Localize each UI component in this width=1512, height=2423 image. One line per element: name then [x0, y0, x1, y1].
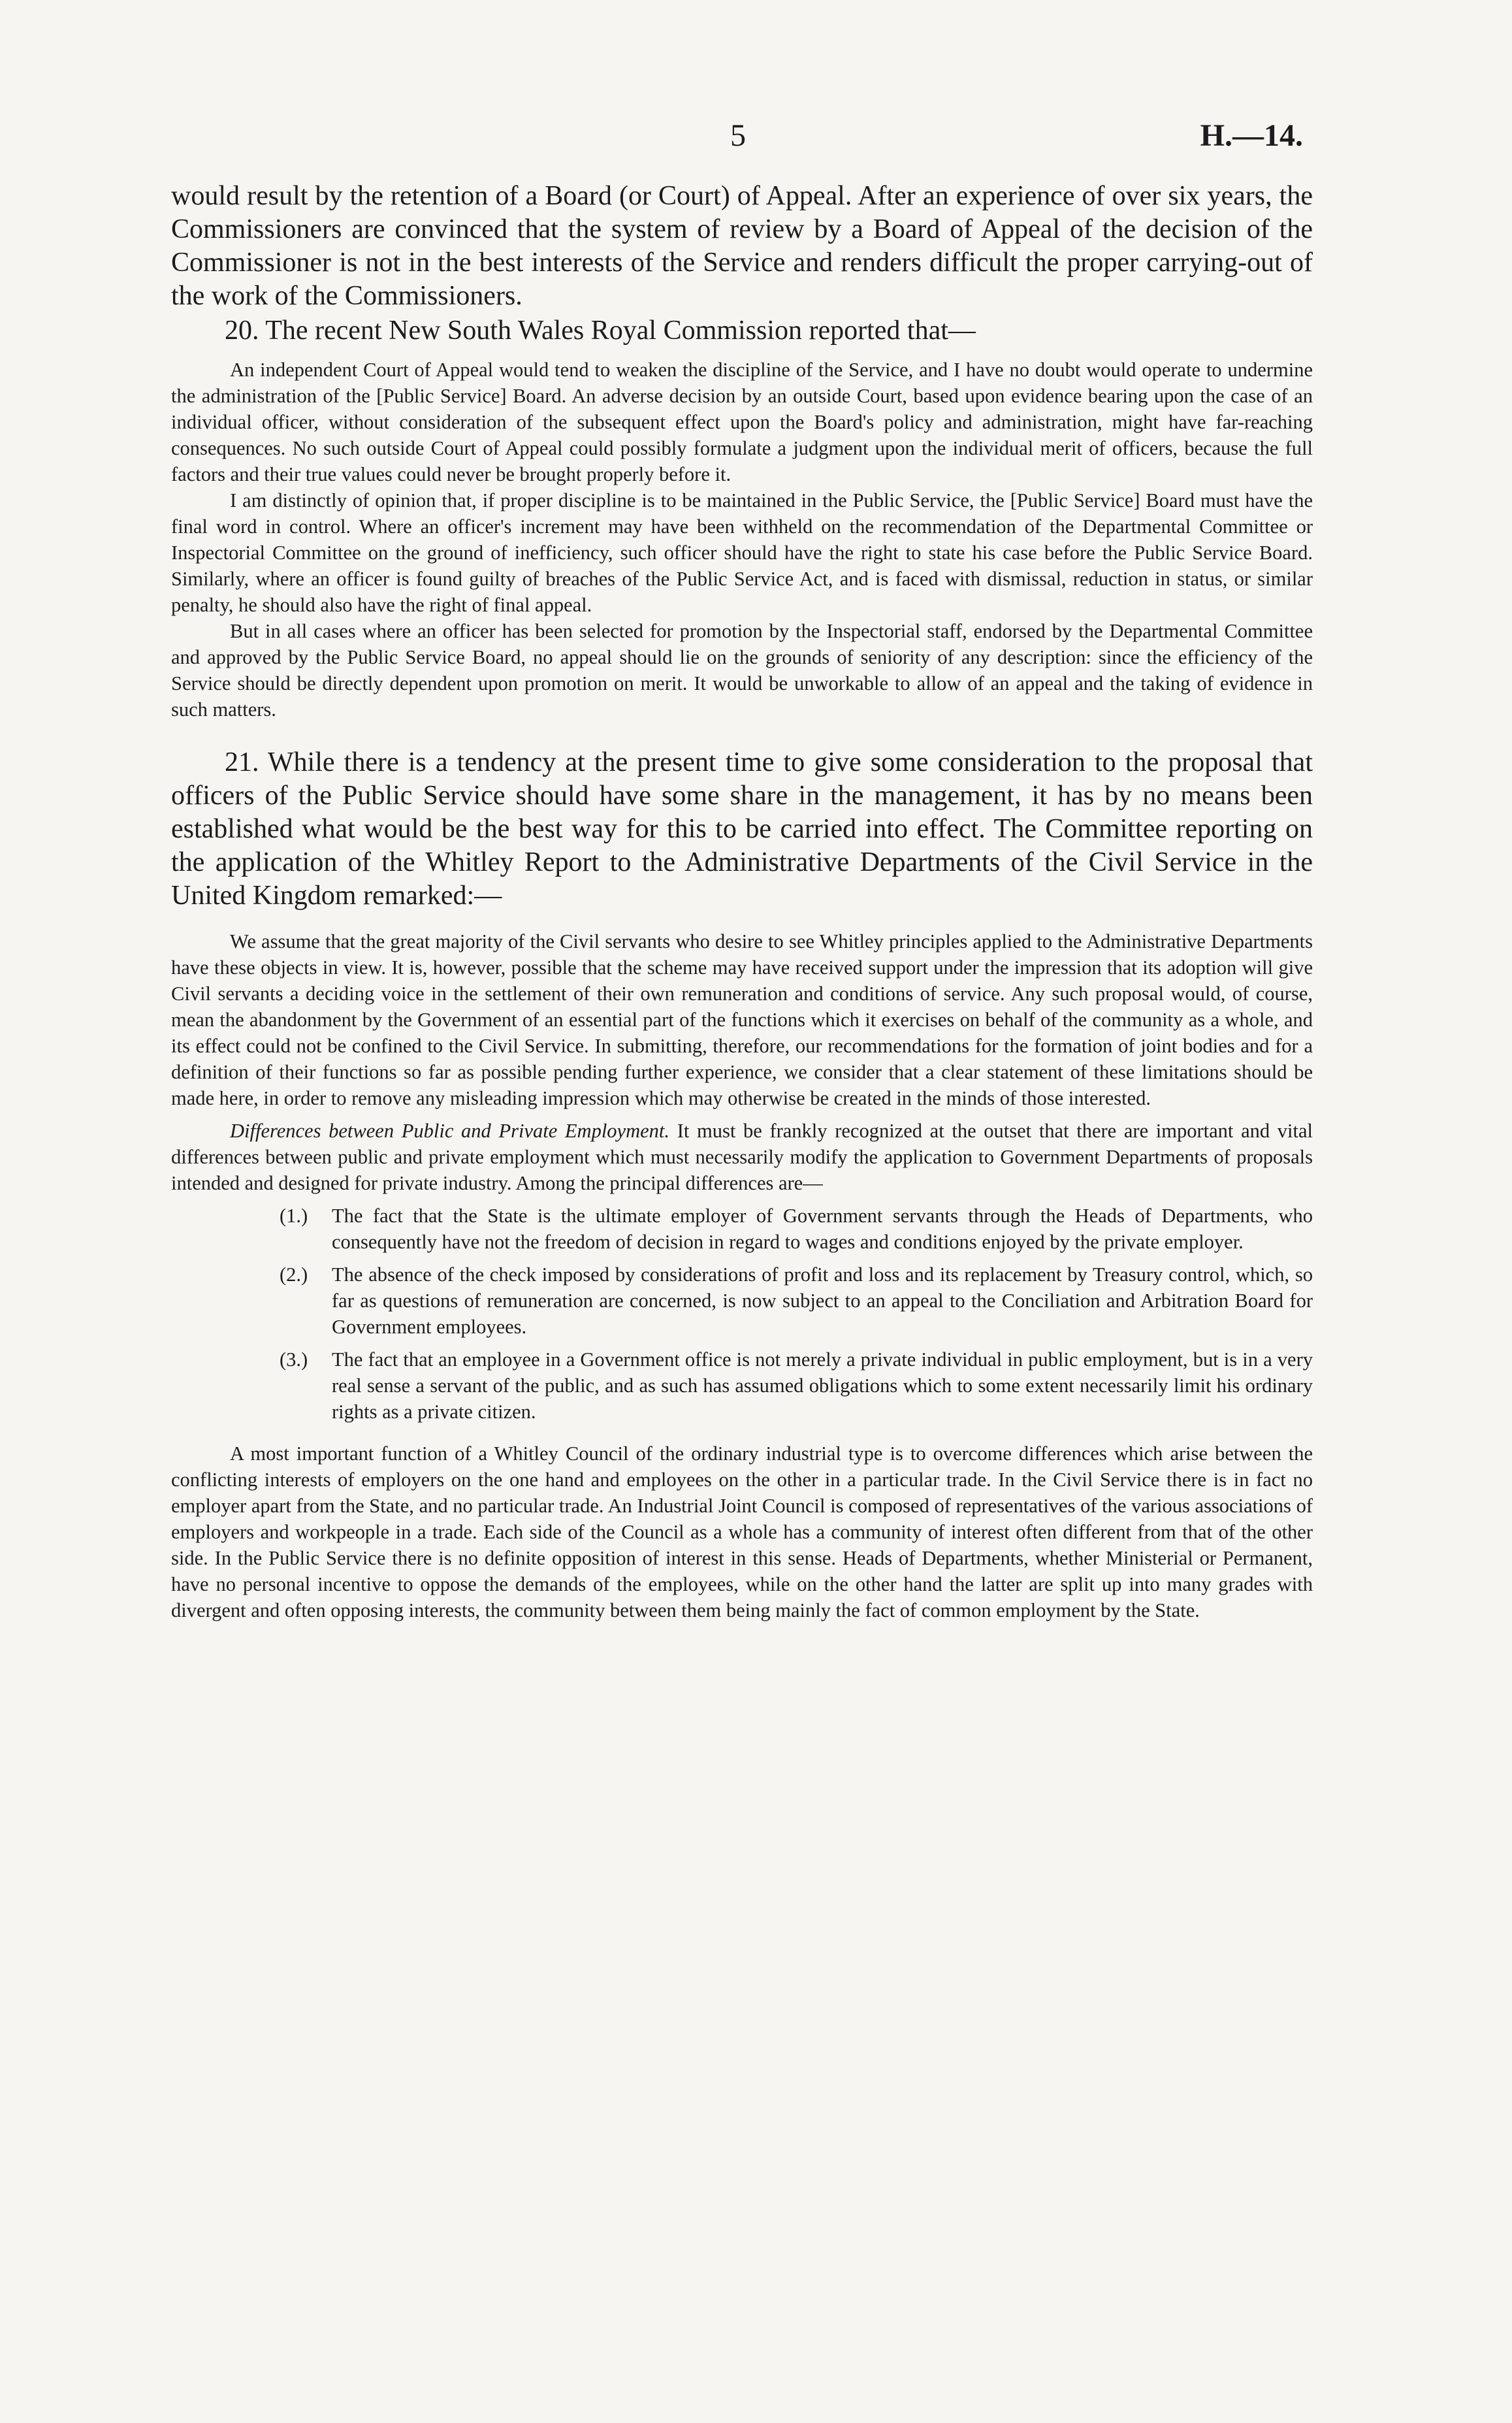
list-item-number: (3.) — [280, 1348, 308, 1371]
quote-21-b-heading: Differences between Public and Private Employment. — [230, 1120, 669, 1142]
quote-21-b-text: It must be frankly recognized at the outset that there are important and vital differences between public and private employment which must necessarily modify the application to Government Departments of proposals intended and designed for private industry. Among the principal differences are— — [171, 1120, 1313, 1194]
quote-21-c: A most important function of a Whitley Council of the ordinary industrial type is to overcome differences which arise between the conflicting interests of employers on the one hand and employees on the other in a particular trade. In the Civil Service there is in fact no employer apart from the State, and no particular trade. An Industrial Joint Council is composed of representatives of the various associations of employers and workpeople in a trade. Each side of the Council as a whole has a community of interest often different from that of the other side. In the Public Service there is no definite opposition of interest in this sense. Heads of Departments, whether Ministerial or Permanent, have no personal incentive to oppose the demands of the employees, while on the other hand the latter are split up into many grades with divergent and often opposing interests, the community between them being mainly the fact of common employment by the State. — [171, 1442, 1313, 1621]
page-header — [0, 118, 1512, 157]
paragraph-21: 21. While there is a tendency at the present time to give some consideration to the proposal that officers of the Public Service should have some share in the management, it has by no means been established what would be the best way for this to be carried into effect. The Committee reporting on the application of the Whitley Report to the Administrative Departments of the Civil Service in the United Kingdom remarked:— — [171, 747, 1313, 911]
paragraph-continuation: would result by the retention of a Board (or Court) of Appeal. After an experience of over six years, the Commissioners are convinced that the system of review by a Board of Appeal of the decision of the Commissioner is not in the best interests of the Service and renders difficult the proper carrying-out of the work of the Commissioners. — [171, 181, 1313, 311]
document-code: H.—14. — [1200, 118, 1303, 153]
quote-20-b: I am distinctly of opinion that, if proper discipline is to be maintained in the Public Service, the [Public Service] Board must have the final word in control. Where an officer's increment may have been withheld on the recommendation of the Departmental Committee or Inspectorial Committee on the ground of inefficiency, such officer should have the right to state his case before the Public Service Board. Similarly, where an officer is found guilty of breaches of the Public Service Act, and is faced with dismissal, reduction in status, or similar penalty, he should also have the right of final appeal. — [171, 489, 1313, 616]
quote-21-a: We assume that the great majority of the Civil servants who desire to see Whitley principles applied to the Administrative Departments have these objects in view. It is, however, possible that the scheme may have received support under the impression that its adoption will give Civil servants a deciding voice in the settlement of their own remuneration and conditions of service. Any such proposal would, of course, mean the abandonment by the Government of an essential part of the functions which it exercises on behalf of the community as a whole, and its effect could not be confined to the Civil Service. In submitting, therefore, our recommendations for the formation of joint bodies and for a definition of their functions so far as possible pending further experience, we consider that a clear statement of these limitations should be made here, in order to remove any misleading impression which may otherwise be created in the minds of those interested. — [171, 930, 1313, 1109]
page-number: 5 — [730, 118, 746, 153]
list-item-number: (1.) — [280, 1205, 308, 1227]
list-item — [171, 1346, 1313, 1425]
quote-20-c: But in all cases where an officer has been selected for promotion by the Inspectorial staff, endorsed by the Departmental Committee and approved by the Public Service Board, no appeal should lie on the grounds of seniority of any description: since the efficiency of the Service should be directly dependent upon promotion on merit. It would be unworkable to allow of an appeal and the taking of evidence in such matters. — [171, 620, 1313, 721]
quote-20-a: An independent Court of Appeal would tend to weaken the discipline of the Service, and I have no doubt would operate to undermine the administration of the [Public Service] Board. An adverse decision by an outside Court, based upon evidence bearing upon the case of an individual officer, without consideration of the subsequent effect upon the Board's policy and administration, might have far-reaching consequences. No such outside Court of Appeal could possibly formulate a judgment upon the individual merit of officers, because the full factors and their true values could never be brought properly before it. — [171, 359, 1313, 485]
list-item-text: The fact that an employee in a Government office is not merely a private individual in public employment, but is in a very real sense a servant of the public, and as such has assumed obligations which to some extent necessarily limit his ordinary rights as a private citizen. — [332, 1348, 1313, 1423]
list-item — [171, 1261, 1313, 1340]
quote-21-b — [171, 1118, 1313, 1196]
list-item-text: The absence of the check imposed by considerations of profit and loss and its replacement by Treasury control, which, so far as questions of remuneration are concerned, is now subject to an appeal to the Conciliation and Arbitration Board for Government employees. — [332, 1263, 1313, 1338]
paragraph-20: 20. The recent New South Wales Royal Commission reported that— — [225, 316, 976, 346]
list-item-number: (2.) — [280, 1263, 308, 1286]
page-body — [171, 180, 1313, 1623]
list-item-text: The fact that the State is the ultimate employer of Government servants through the Heads of Departments, who consequently have not the freedom of decision in regard to wages and conditions enjoyed by the private employer. — [332, 1205, 1313, 1253]
differences-list — [171, 1203, 1313, 1425]
list-item — [171, 1203, 1313, 1255]
